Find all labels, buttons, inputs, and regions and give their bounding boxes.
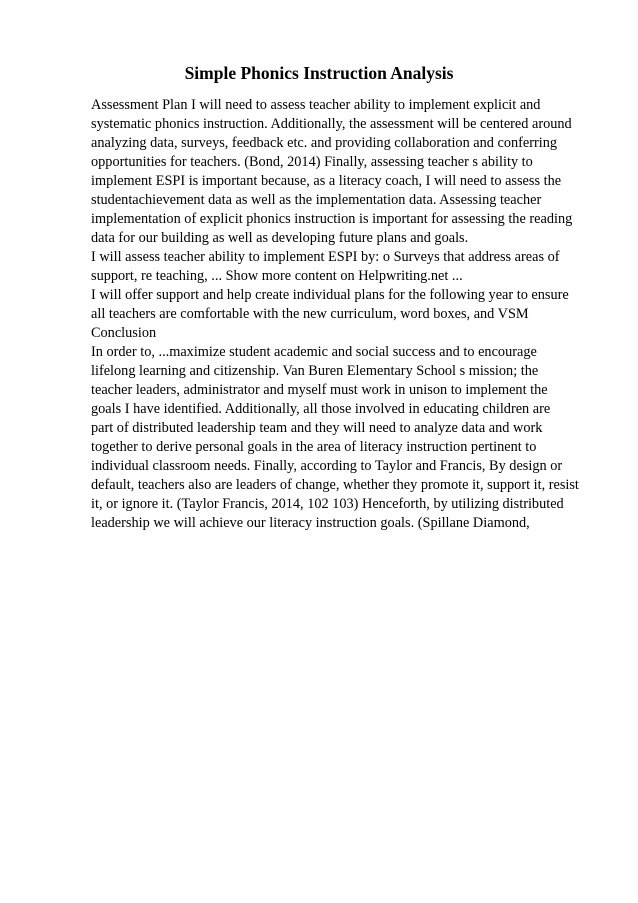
body-line: analyzing data, surveys, feedback etc. and providing collaboration and conferring	[91, 135, 558, 151]
document-body	[91, 96, 591, 533]
body-line: studentachievement data as well as the implementation data. Assessing teacher	[91, 192, 542, 208]
body-line: I will offer support and help create individual plans for the following year to ensure	[91, 287, 569, 303]
body-line: goals I have identified. Additionally, all those involved in educating children are	[91, 401, 551, 417]
body-line: default, teachers also are leaders of change, whether they promote it, support it, resist	[91, 477, 579, 493]
body-line: implement ESPI is important because, as a literacy coach, I will need to assess the	[91, 173, 562, 189]
body-line: together to derive personal goals in the area of literacy instruction pertinent to	[91, 439, 537, 455]
body-line: it, or ignore it. (Taylor Francis, 2014, 102 103) Henceforth, by utilizing distributed	[91, 496, 564, 512]
body-line: In order to, ...maximize student academic and social success and to encourage	[91, 344, 537, 360]
body-line: I will assess teacher ability to implement ESPI by: o Surveys that address areas of	[91, 249, 560, 265]
body-line: individual classroom needs. Finally, according to Taylor and Francis, By design or	[91, 458, 563, 474]
body-line: support, re teaching, ... Show more content on Helpwriting.net ...	[91, 268, 463, 284]
body-line: opportunities for teachers. (Bond, 2014) Finally, assessing teacher s ability to	[91, 154, 533, 170]
body-line: part of distributed leadership team and they will need to analyze data and work	[91, 420, 543, 436]
document-title: Simple Phonics Instruction Analysis	[184, 63, 454, 83]
body-line: all teachers are comfortable with the new curriculum, word boxes, and VSM	[91, 306, 529, 322]
body-line: data for our building as well as developing future plans and goals.	[91, 230, 469, 246]
body-line: systematic phonics instruction. Additionally, the assessment will be centered around	[91, 116, 572, 132]
body-line: lifelong learning and citizenship. Van Buren Elementary School s mission; the	[91, 363, 539, 379]
section-heading-conclusion: Conclusion	[91, 325, 157, 341]
body-line: Assessment Plan I will need to assess teacher ability to implement explicit and	[91, 97, 541, 113]
body-line: teacher leaders, administrator and myself must work in unison to implement the	[91, 382, 548, 398]
body-line: implementation of explicit phonics instruction is important for assessing the reading	[91, 211, 573, 227]
body-line: leadership we will achieve our literacy instruction goals. (Spillane Diamond,	[91, 515, 530, 531]
